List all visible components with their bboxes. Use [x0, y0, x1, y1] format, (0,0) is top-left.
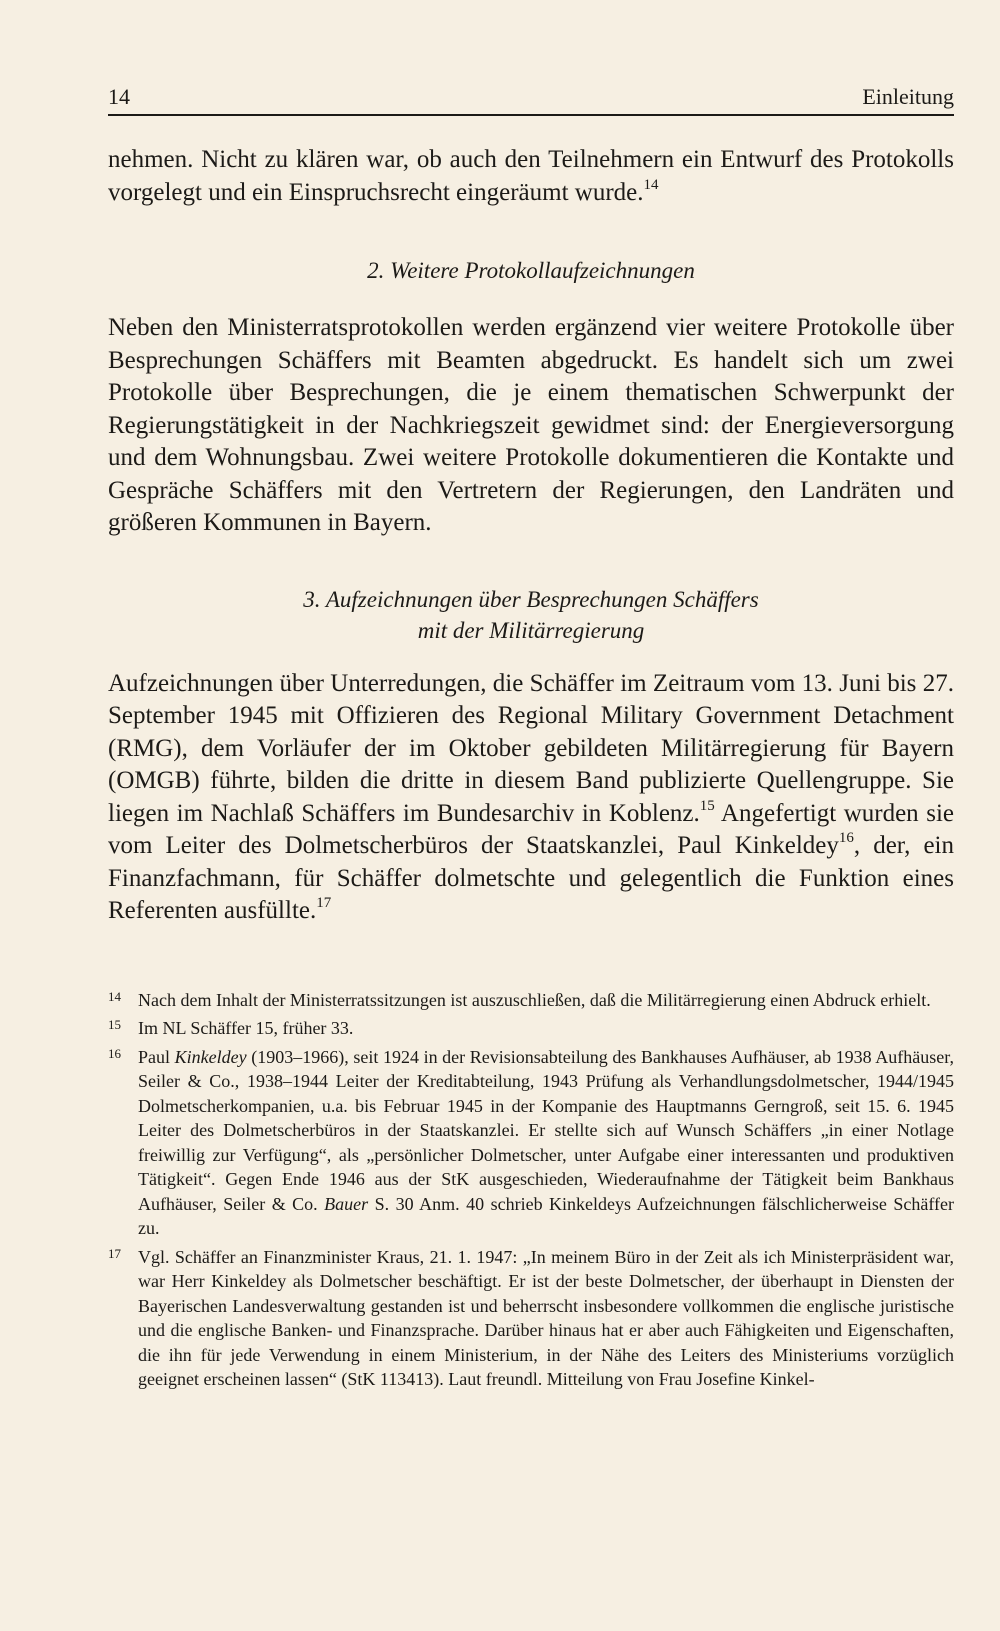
paragraph-continuation	[108, 144, 954, 209]
paragraph-text: nehmen. Nicht zu klären war, ob auch den Teilnehmern ein Entwurf des Protokolls vorgelegt und ein Einspruchsrecht eingeräumt wurde.	[108, 146, 954, 206]
paragraph-text: Aufzeichnungen über Unterredungen, die Schäffer im Zeitraum vom 13. Juni bis 27. September 1945 mit Offizieren des Regional Military Government Detachment (RMG), dem Vorläufer der im Oktober gebildeten Militärregierung für Bayern (OMGB) führte, bilden die dritte in diesem Band publizierte Quellengruppe. Sie liegen im Nachlaß Schäffers im Bundesarchiv in Koblenz.	[108, 669, 954, 827]
footnote-14	[108, 988, 954, 1013]
section-2-paragraph: Neben den Ministerratsprotokollen werden ergänzend vier weitere Protokolle über Besprechungen Schäffers mit Beamten abgedruckt. Es handelt sich um zwei Protokolle über Besprechungen, die je einem thematischen Schwerpunkt der Regierungstätigkeit in der Nachkriegszeit gewidmet sind: der Energieversorgung und dem Wohnungsbau. Zwei weitere Protokolle dokumentieren die Kontakte und Gespräche Schäffers mit den Vertretern der Regierungen, den Landräten und größeren Kommunen in Bayern.	[108, 314, 954, 536]
footnote-ref-14[interactable]: 14	[643, 176, 659, 193]
footnote-text: Nach dem Inhalt der Ministerratssitzungen ist auszuschließen, daß die Militärregierung einen Abdruck erhielt.	[138, 989, 931, 1010]
paragraph-text: Angefertigt wurden sie vom Leiter des Dolmetscherbüros der Staatskanzlei, Paul Kinkeldey	[108, 799, 954, 859]
footnote-text: Vgl. Schäffer an Finanzminister Kraus, 21. 1. 1947: „In meinem Büro in der Zeit als ich Ministerpräsident war, war Herr Kinkeldey als Dolmetscher beschäftigt. Er ist der beste Dolmetscher, der überhaupt in Diensten der Bayerischen Landesverwaltung gestanden ist und beherrscht insbesondere vollkommen die englische juristische und die englische Banken- und Finanzsprache. Darüber hinaus hat er aber auch Fähigkeiten und Eigenschaften, die ihn für jede Verwendung in einem Ministerium, in der Nähe des Leiters des Ministeriums vorzüglich geeignet erscheinen lassen“ (StK 113413). Laut freundl. Mitteilung von Frau Josefine Kinkel-	[138, 1246, 954, 1389]
footnote-ref-17[interactable]: 17	[316, 895, 332, 911]
footnote-ref-15[interactable]: 15	[699, 797, 715, 814]
footnote-text	[138, 1045, 954, 1241]
running-header	[108, 84, 954, 116]
footnote-15	[108, 1016, 954, 1041]
author-name: Bauer	[324, 1193, 369, 1214]
person-name: Kinkeldey	[174, 1046, 247, 1067]
footnotes	[108, 988, 954, 1392]
footnote-text-part: Paul	[138, 1046, 175, 1067]
footnote-text-part: (1903–1966), seit 1924 in der Revisionsabteilung des Bankhauses Aufhäuser, ab 1938 Aufhäuser, Seiler & Co., 1938–1944 Leiter der Kreditabteilung, 1943 Prüfung als Verhandlungsdolmetscher, 1944/1945 Dolmetscherkompanien, u.a. bis Februar 1945 in der Kompanie des Hauptmanns Gerngroß, seit 15. 6. 1945 Leiter des Dolmetscherbüros in der Staatskanzlei. Er stellte sich auf Wunsch Schäffers „in einer Notlage freiwillig zur Verfügung“, als „persönlicher Dolmetscher, unter Aufgabe einer interessanten und produktiven Tätigkeit“. Gegen Ende 1946 aus der StK ausgeschieden, Wiederaufnahme der Tätigkeit beim Bankhaus Aufhäuser, Seiler & Co.	[138, 1046, 954, 1214]
footnote-number: 17	[108, 1245, 121, 1261]
footnote-17	[108, 1245, 954, 1392]
section-heading-3	[108, 584, 954, 646]
running-title: Einleitung	[862, 84, 954, 109]
section-heading-3-line1: 3. Aufzeichnungen über Besprechungen Schäffers	[303, 586, 759, 612]
page-number: 14	[108, 84, 130, 109]
section-3-paragraph	[108, 668, 954, 928]
footnote-number: 16	[108, 1045, 121, 1061]
page	[108, 84, 954, 1396]
footnote-16	[108, 1045, 954, 1241]
footnote-text-part: S. 30 Anm. 40 schrieb Kinkeldeys Aufzeichnungen fälschlicherweise Schäffer zu.	[138, 1193, 954, 1238]
footnote-number: 15	[108, 1017, 121, 1032]
footnote-number: 14	[108, 988, 121, 1004]
section-heading-3-line2: mit der Militärregierung	[417, 617, 645, 643]
section-heading-2: 2. Weitere Protokollaufzeichnungen	[367, 258, 695, 283]
paragraph-text: , der, ein Finanzfachmann, für Schäffer dolmetschte und gelegentlich die Funktion eines Referenten ausfüllte.	[108, 832, 954, 924]
footnote-ref-16[interactable]: 16	[838, 830, 854, 846]
footnote-text: Im NL Schäffer 15, früher 33.	[138, 1018, 354, 1038]
